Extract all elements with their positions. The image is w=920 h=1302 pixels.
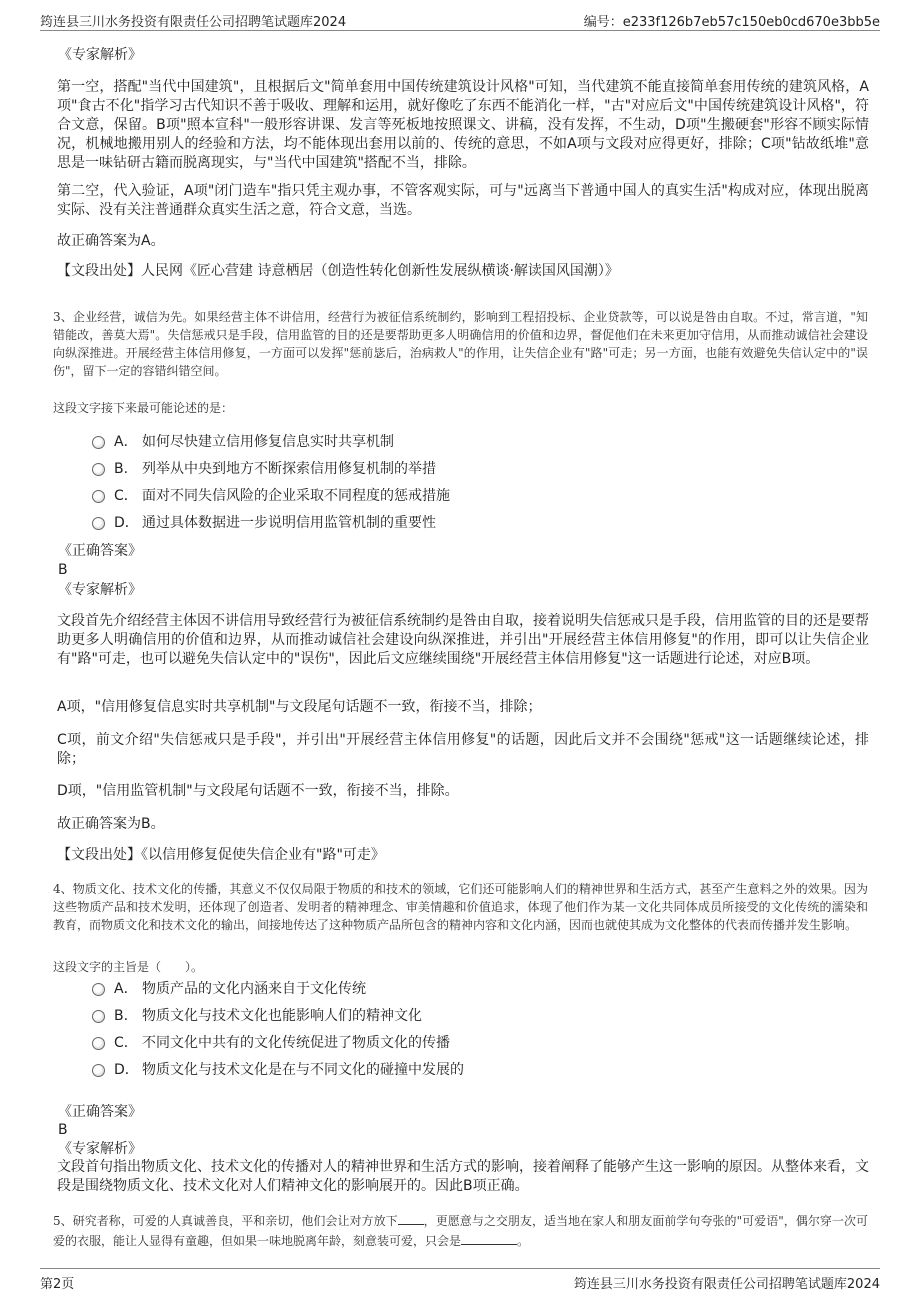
option-letter: B.	[114, 461, 129, 477]
conclusion: 故正确答案为B。	[57, 816, 165, 832]
footer-title: 筠连县三川水务投资有限责任公司招聘笔试题库2024	[573, 1277, 880, 1292]
correct-answer-label: 《正确答案》	[58, 1104, 142, 1120]
correct-answer: B	[58, 562, 68, 578]
option-text: 面对不同失信风险的企业采取不同程度的惩戒措施	[142, 488, 450, 504]
option-text: 列举从中央到地方不断探索信用修复机制的举措	[142, 461, 436, 477]
page-header	[40, 8, 880, 31]
radio-icon[interactable]	[92, 1037, 105, 1050]
analysis-paragraph: 文段首先介绍经营主体因不讲信用导致经营行为被征信系统制约是咎由自取，接着说明失信惩戒只是手段，信用监管的目的还是要帮助更多人明确信用的价值和边界，从而推动诚信社会建设向纵深推进，并引出"开展经营主体信用修复"的作用，即可以让失信企业有"路"可走，也可以避免失信认定中的"误伤"，因此后文应继续围绕"开展经营主体信用修复"这一话题进行论述，对应B项。	[57, 613, 869, 667]
question-5-text: ，更愿意与之交朋友，适当地在家人和朋友面前学句夸张的"可爱语"，偶尔穿一次可爱的衣服，能让人显得有童趣，但如果一味地脱离年龄，刻意装可爱，只会是	[53, 1214, 868, 1248]
correct-answer-label: 《正确答案》	[58, 543, 142, 559]
option-text: 物质文化与技术文化也能影响人们的精神文化	[142, 1008, 422, 1024]
page-number: 第2页	[40, 1277, 75, 1292]
radio-icon[interactable]	[92, 983, 105, 996]
source-citation: 【文段出处】《以信用修复促使失信企业有"路"可走》	[57, 847, 385, 863]
question-3-stem: 这段文字接下来最可能论述的是：	[53, 401, 234, 415]
expert-analysis-label: 《专家解析》	[58, 582, 142, 598]
option-text: 如何尽快建立信用修复信息实时共享机制	[142, 434, 394, 450]
radio-icon[interactable]	[92, 517, 105, 530]
radio-icon[interactable]	[92, 1064, 105, 1077]
option-text: 物质文化与技术文化是在与不同文化的碰撞中发展的	[142, 1062, 464, 1078]
question-4-passage: 4、物质文化、技术文化的传播，其意义不仅仅局限于物质的和技术的领域，它们还可能影响人们的精神世界和生活方式，甚至产生意料之外的效果。因为这些物质产品和技术发明，还体现了创造者、发明者的精神理念、审美情趣和价值追求，体现了他们作为某一文化共同体成员所接受的文化传统的濡染和教育，而物质文化和技术文化的输出，间接地传达了这种物质产品所包含的精神内容和文化内涵，因而也就使其成为文化整体的代表而传播并发生影响。	[53, 882, 868, 932]
conclusion: 故正确答案为A。	[57, 233, 165, 249]
question-3-passage: 3、企业经营，诚信为先。如果经营主体不讲信用，经营行为被征信系统制约，影响到工程招投标、企业贷款等，可以说是咎由自取。不过，常言道，"知错能改，善莫大焉"。失信惩戒只是手段，信用监管的目的还是要帮助更多人明确信用的价值和边界，督促他们在未来更加守信用，从而推动诚信社会建设向纵深推进。开展经营主体信用修复，一方面可以发挥"惩前毖后，治病救人"的作用，让失信企业有"路"可走；另一方面，也能有效避免失信认定中的"误伤"，留下一定的容错纠错空间。	[53, 310, 868, 378]
source-citation: 【文段出处】人民网《匠心营建 诗意栖居（创造性转化创新性发展纵横谈·解读国风国潮）》	[57, 263, 619, 279]
option-text: 不同文化中共有的文化传统促进了物质文化的传播	[142, 1035, 450, 1051]
question-5-text: 。	[517, 1234, 530, 1248]
header-code: 编号：e233f126b7eb57c150eb0cd670e3bb5e	[583, 15, 880, 30]
option-letter: B.	[114, 1008, 129, 1024]
expert-analysis-label: 《专家解析》	[58, 1141, 142, 1157]
fill-blank	[461, 1230, 517, 1245]
analysis-paragraph: C项，前文介绍"失信惩戒只是手段"，并引出"开展经营主体信用修复"的话题，因此后文并不会围绕"惩戒"这一话题继续论述，排除；	[57, 732, 869, 767]
radio-icon[interactable]	[92, 436, 105, 449]
analysis-paragraph: A项，"信用修复信息实时共享机制"与文段尾句话题不一致，衔接不当，排除；	[57, 699, 542, 715]
fill-blank	[398, 1210, 424, 1225]
option-letter: D．	[114, 1062, 139, 1078]
radio-icon[interactable]	[92, 490, 105, 503]
analysis-paragraph: 文段首句指出物质文化、技术文化的传播对人的精神世界和生活方式的影响，接着阐释了能够产生这一影响的原因。从整体来看，文段是围绕物质文化、技术文化对人们精神文化的影响展开的。因此B项正确。	[57, 1159, 869, 1194]
question-5-passage	[53, 1210, 868, 1250]
option-text: 通过具体数据进一步说明信用监管机制的重要性	[142, 515, 436, 531]
radio-icon[interactable]	[92, 463, 105, 476]
option-letter: A．	[114, 981, 138, 997]
radio-icon[interactable]	[92, 1010, 105, 1023]
expert-analysis-label: 《专家解析》	[58, 47, 142, 63]
header-title: 筠连县三川水务投资有限责任公司招聘笔试题库2024	[40, 15, 347, 30]
option-letter: C．	[114, 488, 138, 504]
option-letter: A．	[114, 434, 138, 450]
analysis-paragraph: D项，"信用监管机制"与文段尾句话题不一致，衔接不当，排除。	[57, 783, 459, 799]
analysis-paragraph: 第二空，代入验证，A项"闭门造车"指只凭主观办事，不管客观实际，可与"远离当下普通中国人的真实生活"构成对应，体现出脱离实际、没有关注普通群众真实生活之意，符合文意，当选。	[57, 183, 869, 218]
question-5-text: 5、研究者称，可爱的人真诚善良，平和亲切，他们会让对方放下	[53, 1214, 398, 1228]
option-letter: D．	[114, 515, 139, 531]
question-4-stem: 这段文字的主旨是（ ）。	[53, 960, 204, 974]
analysis-paragraph: 第一空，搭配"当代中国建筑"，且根据后文"简单套用中国传统建筑设计风格"可知，当代建筑不能直接简单套用传统的建筑风格，A项"食古不化"指学习古代知识不善于吸收、理解和运用，就好像吃了东西不能消化一样，"古"对应后文"中国传统建筑设计风格"，符合文意，保留。B项"照本宣科"一般形容讲课、发言等死板地按照课文、讲稿，没有发挥，不生动，D项"生搬硬套"形容不顾实际情况，机械地搬用别人的经验和方法，均不能体现出套用以前的、传统的意思，不如A项与文段对应得更好，排除；C项"钻故纸堆"意思是一味钻研古籍而脱离现实，与"当代中国建筑"搭配不当，排除。	[57, 79, 869, 171]
correct-answer: B	[58, 1122, 68, 1138]
page-footer	[40, 1268, 880, 1293]
option-letter: C．	[114, 1035, 138, 1051]
option-text: 物质产品的文化内涵来自于文化传统	[142, 981, 366, 997]
